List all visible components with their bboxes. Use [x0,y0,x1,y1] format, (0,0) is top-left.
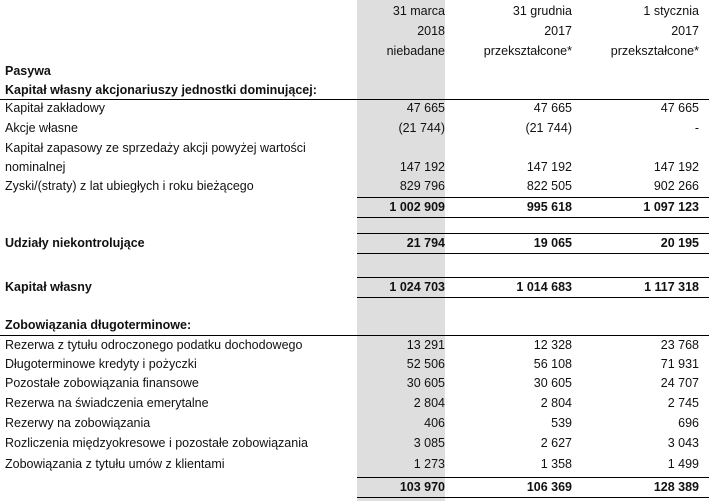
value-dec-2017: 106 369 [526,480,572,494]
value-2018: 1 002 909 [389,200,445,214]
value-2018: 3 085 [413,436,445,450]
subtotal-line [357,497,709,498]
value-jan-2017: 24 707 [660,376,699,390]
total-equity-row [0,278,709,297]
equity-header: Kapitał własny akcjonariuszy jednostki dominującej: [5,83,317,97]
total-line [357,297,709,298]
row-label: Zyski/(straty) z lat ubiegłych i roku bieżącego [5,179,254,193]
table-row [0,355,709,374]
value-2018: 30 605 [406,376,445,390]
table-row [0,374,709,393]
column-header-status: niebadane [386,44,445,58]
lt-header-row [0,316,709,335]
nci-row [0,234,709,253]
value-jan-2017: 3 043 [667,436,699,450]
row-label: Rozliczenia międzyokresowe i pozostałe zobowiązania [5,436,308,450]
table-row [0,336,709,355]
value-jan-2017: 47 665 [660,101,699,115]
subtotal-row [0,198,709,217]
value-jan-2017: 1 117 318 [644,280,699,294]
table-row [0,177,709,196]
table-row [0,414,709,433]
value-jan-2017: 902 266 [653,179,699,193]
row-label: Udziały niekontrolujące [5,236,145,250]
value-2018: 52 506 [406,357,445,371]
value-dec-2017: 1 358 [540,457,572,471]
value-2018: 147 192 [399,160,445,174]
value-dec-2017: 1 014 683 [516,280,572,294]
value-jan-2017: - [694,121,699,135]
value-2018: 1 024 703 [389,280,445,294]
table-row [0,434,709,453]
lt-header: Zobowiązania długoterminowe: [5,318,192,332]
column-header-date: 31 grudnia [512,4,572,18]
row-label: Rezerwa na świadczenia emerytalne [5,396,209,410]
section-title: Pasywa [5,64,51,78]
value-2018: 47 665 [406,101,445,115]
subtotal-row [0,478,709,497]
row-label: Rezerwy na zobowiązania [5,416,151,430]
value-jan-2017: 128 389 [653,480,699,494]
subtotal-line [357,253,709,254]
subtotal-line [357,217,709,218]
table-row-label-continued [0,139,709,158]
column-header-jan-2017 [611,1,699,61]
row-label: Kapitał zakładowy [5,101,106,115]
value-2018: 406 [424,416,445,430]
value-2018: 21 794 [406,236,445,250]
table-row [0,158,709,177]
column-header-status: przekształcone* [483,44,572,58]
value-2018: 2 804 [413,396,445,410]
value-dec-2017: 12 328 [533,338,572,352]
value-dec-2017: 147 192 [526,160,572,174]
value-dec-2017: 19 065 [533,236,572,250]
value-dec-2017: 995 618 [526,200,572,214]
section-title-row [0,62,709,81]
column-header-year: 2018 [417,24,445,38]
column-header-year: 2017 [671,24,699,38]
row-label: Rezerwa z tytułu odroczonego podatku dochodowego [5,338,303,352]
value-dec-2017: 30 605 [533,376,572,390]
column-header-date: 1 stycznia [643,4,699,18]
value-jan-2017: 23 768 [660,338,699,352]
column-header-status: przekształcone* [610,44,699,58]
value-jan-2017: 1 499 [667,457,699,471]
value-jan-2017: 696 [678,416,699,430]
value-jan-2017: 1 097 123 [643,200,699,214]
table-row [0,119,709,138]
row-label: Długoterminowe kredyty i pożyczki [5,357,197,371]
value-2018: 13 291 [406,338,445,352]
row-label: Kapitał własny [5,280,92,294]
value-jan-2017: 71 931 [660,357,699,371]
value-2018: (21 744) [398,121,445,135]
value-jan-2017: 20 195 [660,236,699,250]
table-row [0,394,709,413]
value-2018: 1 273 [413,457,445,471]
table-row [0,99,709,118]
column-header-dec-2017 [484,1,572,61]
value-dec-2017: 539 [551,416,572,430]
column-header-date: 31 marca [392,4,445,18]
value-jan-2017: 2 745 [667,396,699,410]
column-header-year: 2017 [544,24,572,38]
table-row [0,455,709,474]
value-jan-2017: 147 192 [653,160,699,174]
equity-header-row [0,81,709,100]
column-header-2018 [387,1,445,61]
value-dec-2017: 2 627 [540,436,572,450]
row-label: Kapitał zapasowy ze sprzedaży akcji powyżej wartości [5,141,306,155]
value-dec-2017: (21 744) [525,121,572,135]
row-label: Zobowiązania z tytułu umów z klientami [5,457,225,471]
value-dec-2017: 822 505 [526,179,572,193]
row-label: Pozostałe zobowiązania finansowe [5,376,199,390]
row-label: Akcje własne [5,121,78,135]
value-dec-2017: 56 108 [533,357,572,371]
value-dec-2017: 2 804 [540,396,572,410]
value-2018: 829 796 [399,179,445,193]
value-dec-2017: 47 665 [533,101,572,115]
value-2018: 103 970 [399,480,445,494]
row-label-continuation: nominalnej [5,160,66,174]
